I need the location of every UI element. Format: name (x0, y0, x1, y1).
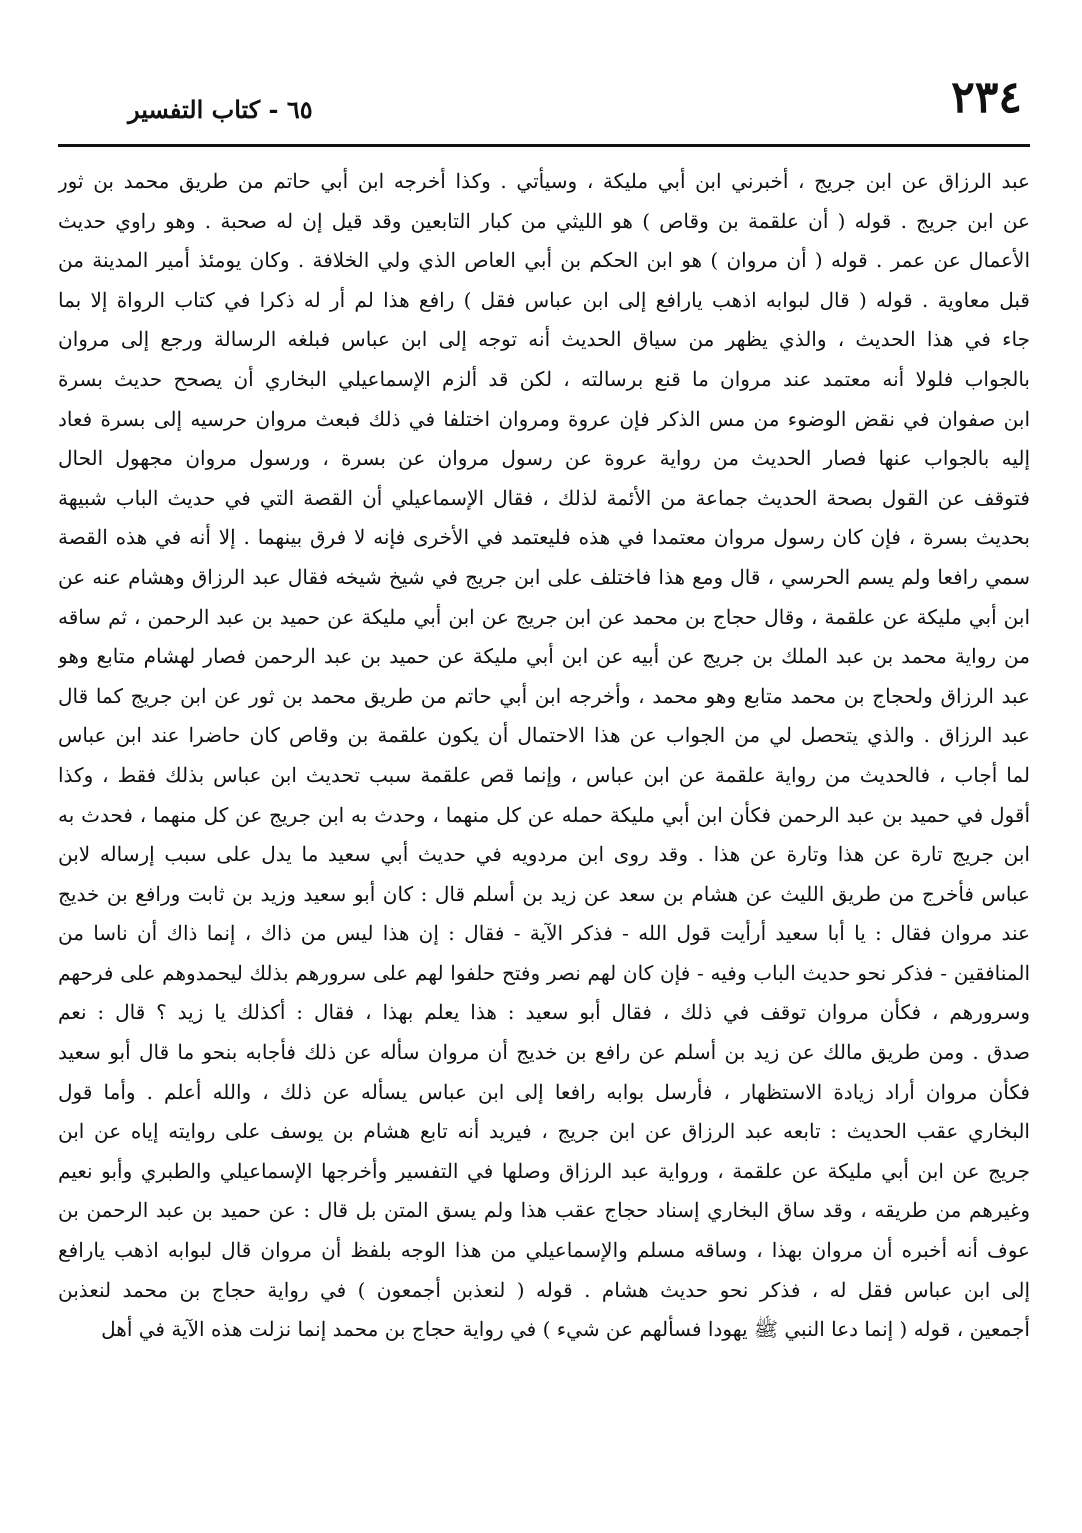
text-line: الأعمال عن عمر . قوله ( أن مروان ) هو ابن الحكم بن أبي العاص الذي ولي الخلافة . وكان يومئذ أمير المدينة من (58, 248, 1030, 273)
text-line: عبد الرزاق عن ابن جريج ، أخبرني ابن أبي مليكة ، وسيأتي . وكذا أخرجه ابن أبي حاتم من طريق محمد بن ثور (58, 169, 1030, 193)
page-number: ٢٣٤ (951, 72, 1022, 123)
text-line: المنافقين - فذكر نحو حديث الباب وفيه - فإن كان لهم نصر وفتح حلفوا لهم على سرورهم بذلك ليحمدوهم على فرحهم (58, 960, 1030, 985)
text-line: عباس فأخرج من طريق الليث عن هشام بن سعد عن زيد بن أسلم قال : كان أبو سعيد وزيد بن ثابت ورافع بن خديج (58, 881, 1030, 906)
text-line: ابن أبي مليكة عن علقمة ، وقال حجاج بن محمد عن ابن جريج عن ابن أبي مليكة عن حميد بن عبد الرحمن ، ثم ساقه (58, 604, 1030, 629)
text-line: البخاري عقب الحديث : تابعه عبد الرزاق عن ابن جريج ، فيريد أنه تابع هشام بن يوسف على روايته إياه عن ابن (58, 1119, 1030, 1144)
text-line: ابن جريج تارة عن هذا وتارة عن هذا . وقد روى ابن مردويه في حديث أبي سعيد ما يدل على سبب إرساله لابن (58, 842, 1030, 867)
text-line: عند مروان فقال : يا أبا سعيد أرأيت قول الله - فذكر الآية - فقال : إن هذا ليس من ذاك ، إنما ذاك أن ناسا من (58, 921, 1030, 946)
text-line: فتوقف عن القول بصحة الحديث جماعة من الأئمة لذلك ، فقال الإسماعيلي أن القصة التي في حديث الباب شبيهة (58, 485, 1030, 510)
text-line: أجمعين ، قوله ( إنما دعا النبي ﷺ يهودا فسألهم عن شيء ) في رواية حجاج بن محمد إنما نزلت هذه الآية في أهل (101, 1317, 1030, 1342)
text-line: لما أجاب ، فالحديث من رواية علقمة عن ابن عباس ، وإنما قص علقمة سبب تحديث ابن عباس بذلك فقط ، وكذا (58, 762, 1030, 787)
text-line: عن ابن جريج . قوله ( أن علقمة بن وقاص ) هو الليثي من كبار التابعين وقد قيل إن له صحبة . وهو راوي حديث (58, 208, 1030, 233)
text-line: بحديث بسرة ، فإن كان رسول مروان معتمدا في هذه فليعتمد في الأخرى فإنه لا فرق بينهما . إلا أنه في هذه القصة (58, 525, 1030, 550)
text-line: بالجواب فلولا أنه معتمد عند مروان ما قنع برسالته ، لكن قد ألزم الإسماعيلي البخاري أن يصحح حديث بسرة (58, 366, 1030, 391)
text-line: جريج عن ابن أبي مليكة عن علقمة ، ورواية عبد الرزاق وصلها في التفسير وأخرجها الإسماعيلي والطبري وأبو نعيم (58, 1158, 1030, 1183)
header-rule (58, 144, 1030, 147)
page-header (58, 58, 1030, 148)
text-line: ابن صفوان في نقض الوضوء من مس الذكر فإن عروة ومروان اختلفا في ذلك فبعث مروان حرسيه إلى بسرة فعاد (58, 406, 1030, 431)
text-line: صدق . ومن طريق مالك عن زيد بن أسلم عن رافع بن خديج أن مروان سأله عن ذلك فأجابه بنحو ما قال أبو سعيد (58, 1040, 1030, 1065)
text-line: أقول في حميد بن عبد الرحمن فكأن ابن أبي مليكة حمله عن كل منهما ، وحدث به ابن جريج عن كل منهما ، فحدث به (58, 802, 1030, 827)
text-line: فكأن مروان أراد زيادة الاستظهار ، فأرسل بوابه رافعا إلى ابن عباس يسأله عن ذلك ، والله أعلم . وأما قول (58, 1079, 1030, 1104)
text-line: قبل معاوية . قوله ( قال لبوابه اذهب يارافع إلى ابن عباس فقل ) رافع هذا لم أر له ذكرا في كتاب الرواة إلا بما (58, 287, 1030, 312)
text-line: وغيرهم من طريقه ، وقد ساق البخاري إسناد حجاج عقب هذا ولم يسق المتن بل قال : عن حميد بن عبد الرحمن بن (58, 1198, 1030, 1223)
running-head: ٦٥ - كتاب التفسير (128, 95, 313, 124)
text-line: عبد الرزاق ولحجاج بن محمد متابع وهو محمد ، وأخرجه ابن أبي حاتم من طريق محمد بن ثور عن ابن جريج كما قال (58, 683, 1030, 708)
text-line: عوف أنه أخبره أن مروان بهذا ، وساقه مسلم والإسماعيلي من هذا الوجه بلفظ أن مروان قال لبوابه اذهب يارافع (58, 1238, 1030, 1263)
body-text (58, 162, 1030, 1350)
text-line: سمي رافعا ولم يسم الحرسي ، قال ومع هذا فاختلف على ابن جريج في شيخ شيخه فقال عبد الرزاق وهشام عنه عن (58, 564, 1030, 589)
text-line: جاء في هذا الحديث ، والذي يظهر من سياق الحديث أنه توجه إلى ابن عباس فبلغه الرسالة ورجع إلى مروان (58, 327, 1030, 352)
text-line: وسرورهم ، فكأن مروان توقف في ذلك ، فقال أبو سعيد : هذا يعلم بهذا ، فقال : أكذلك يا زيد ؟ قال : نعم (58, 1000, 1030, 1025)
text-line: إليه بالجواب عنها فصار الحديث من رواية عروة عن رسول مروان عن بسرة ، ورسول مروان مجهول الحال (58, 446, 1030, 471)
text-line: من رواية محمد بن عبد الملك بن جريج عن أبيه عن ابن أبي مليكة عن حميد بن عبد الرحمن فصار لهشام متابع وهو (58, 644, 1030, 669)
text-line: عبد الرزاق . والذي يتحصل لي من الجواب عن هذا الاحتمال أن يكون علقمة بن وقاص كان حاضرا عند ابن عباس (58, 723, 1030, 748)
text-line: إلى ابن عباس فقل له ، فذكر نحو حديث هشام . قوله ( لنعذبن أجمعون ) في رواية حجاج بن محمد لنعذبن (58, 1277, 1030, 1302)
